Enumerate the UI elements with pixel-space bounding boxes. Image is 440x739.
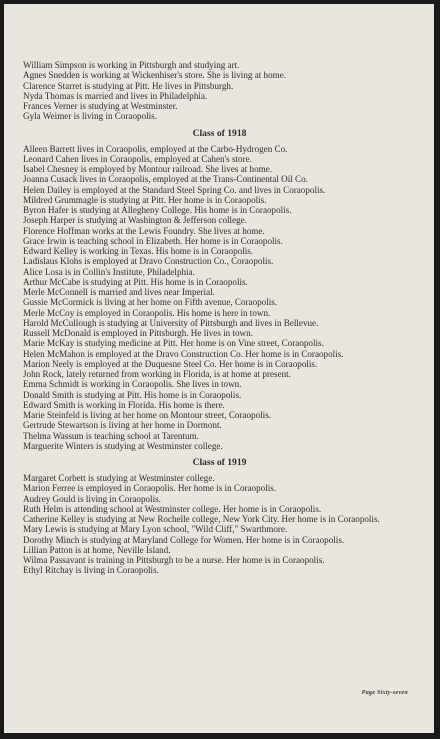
- alumni-entry: Margaret Corbett is studying at Westminster college.: [23, 473, 215, 483]
- alumni-entry: Florence Hoffman works at the Lewis Foundry. She lives at home.: [23, 225, 265, 236]
- alumni-entry: Merle McCoy is employed in Coraopolis. His home is here in town.: [23, 307, 271, 318]
- alumni-entry: Gertrude Stewartson is living at her home in Dormont.: [23, 420, 222, 431]
- alumni-entry: Joseph Harper is studying at Washington & Jefferson college.: [23, 215, 247, 226]
- alumni-entry: Gyla Weimer is living in Coraopolis.: [23, 111, 157, 122]
- alumni-entry: Marie McKay is studying medicine at Pitt. Her home is on Vine street, Coraopolis.: [23, 338, 324, 349]
- alumni-entry: Audrey Gould is living in Coraopolis.: [23, 493, 161, 504]
- alumni-entry: Agnes Snedden is working at Wickenhiser's store. She is living at home.: [23, 70, 287, 81]
- section-heading: Class of 1919: [192, 457, 247, 468]
- alumni-entry: Joanna Cusack lives in Coraopolis, employed at the Trans-Continental Oil Co.: [23, 174, 308, 185]
- class-section-1919: [23, 457, 416, 576]
- alumni-entry: Marie Steinfeld is living at her home on Montour street, Coraopolis.: [23, 410, 272, 420]
- yearbook-page: [4, 4, 434, 733]
- alumni-entry: Marion Neely is employed at the Duquesne Steel Co. Her home is in Coraopolis.: [23, 358, 318, 369]
- alumni-entry: Frances Verner is studying at Westminster.: [23, 101, 178, 111]
- alumni-entry: Helen Dailey is employed at the Standard Steel Spring Co. and lives in Coraopolis.: [23, 184, 326, 195]
- intro-entries: [23, 60, 416, 122]
- alumni-entry: Arthur McCabe is studying at Pitt. His home is in Coraopolis.: [23, 276, 248, 287]
- alumni-entry: Marguerite Winters is studying at Westminster college.: [23, 440, 223, 451]
- alumni-entry: Donald Smith is studying at Pitt. His home is in Coraopolis.: [23, 389, 242, 400]
- alumni-entry: Alleen Barrett lives in Coraopolis, employed at the Carbo-Hydrogen Co.: [23, 143, 288, 154]
- section-heading: Class of 1918: [192, 127, 247, 139]
- alumni-entry: Marion Ferree is employed in Coraopolis. Her home is in Coraopolis.: [23, 483, 277, 494]
- alumni-entry: Mildred Grummagle is studying at Pitt. Her home is in Coraopolis.: [23, 194, 267, 205]
- alumni-entry: Lillian Patton is at home, Neville Island.: [23, 544, 171, 555]
- alumni-entry: Russell McDonald is employed in Pittsburgh. He lives in town.: [23, 328, 253, 338]
- class-section-1918: [23, 128, 416, 452]
- alumni-entry: Harold McCullough is studying at University of Pittsburgh and lives in Bellevue.: [23, 317, 319, 328]
- alumni-entry: Ladislaus Klohs is employed at Dravo Construction Co., Coraopolis.: [23, 256, 274, 267]
- alumni-entry: Helen McMahon is employed at the Dravo Construction Co. Her home is in Coraopolis.: [23, 348, 344, 359]
- alumni-entry: Isabel Chesney is employed by Montour railroad. She lives at home.: [23, 164, 273, 174]
- alumni-entry: Nyda Thomas is married and lives in Philadelphia.: [23, 90, 208, 101]
- alumni-entry: Grace Irwin is teaching school in Elizabeth. Her home is in Coraopolis.: [23, 235, 283, 246]
- alumni-entry: Alice Losa is in Collin's Institute, Philadelphia.: [23, 266, 195, 277]
- alumni-entry: Byron Hafer is studying at Allegheny College. His home is in Coraopolis.: [23, 205, 292, 215]
- alumni-entry: Ruth Helm is attending school at Westminster college. Her home is in Coraopolis.: [23, 503, 322, 514]
- alumni-entry: Mary Lewis is studying at Mary Lyon school, "Wild Cliff," Swarthmore.: [23, 524, 288, 535]
- alumni-entry: Merle McConnell is married and lives near Imperial.: [23, 287, 215, 297]
- alumni-entry: Ethyl Ritchay is living in Coraopolis.: [23, 565, 159, 576]
- alumni-entry: Catherine Kelley is studying at New Rochelle college, New York City. Her home is in Coraopolis.: [23, 514, 380, 524]
- alumni-entry: Wilma Passavant is training in Pittsburgh to be a nurse. Her home is in Coraopolis.: [23, 555, 325, 565]
- alumni-entry: Gussie McCormick is living at her home on Fifth avenue, Coraopolis.: [23, 297, 278, 308]
- alumni-entry: William Simpson is working in Pittsburgh and studying art.: [23, 60, 240, 70]
- alumni-entry: Emma Schmidt is working in Coraopolis. She lives in town.: [23, 379, 242, 390]
- alumni-entry: Edward Kelley is working in Texas. His home is in Coraopolis.: [23, 246, 254, 256]
- alumni-entry: Leonard Cahen lives in Coraopolis, employed at Cahen's store.: [23, 153, 252, 164]
- alumni-entry: Dorothy Minch is studying at Maryland College for Women. Her home is in Coraopolis.: [23, 534, 345, 545]
- alumni-entry: Edward Smith is working in Florida. His home is there.: [23, 399, 225, 410]
- alumni-entry: Thelma Wassum is teaching school at Tarentum.: [23, 430, 199, 441]
- page-number: Page Sixty-seven: [361, 689, 408, 696]
- alumni-entry: John Rock, lately returned from working in Florida, is at home at present.: [23, 369, 291, 379]
- alumni-entry: Clarence Starret is studying at Pitt. He lives in Pittsburgh.: [23, 80, 234, 91]
